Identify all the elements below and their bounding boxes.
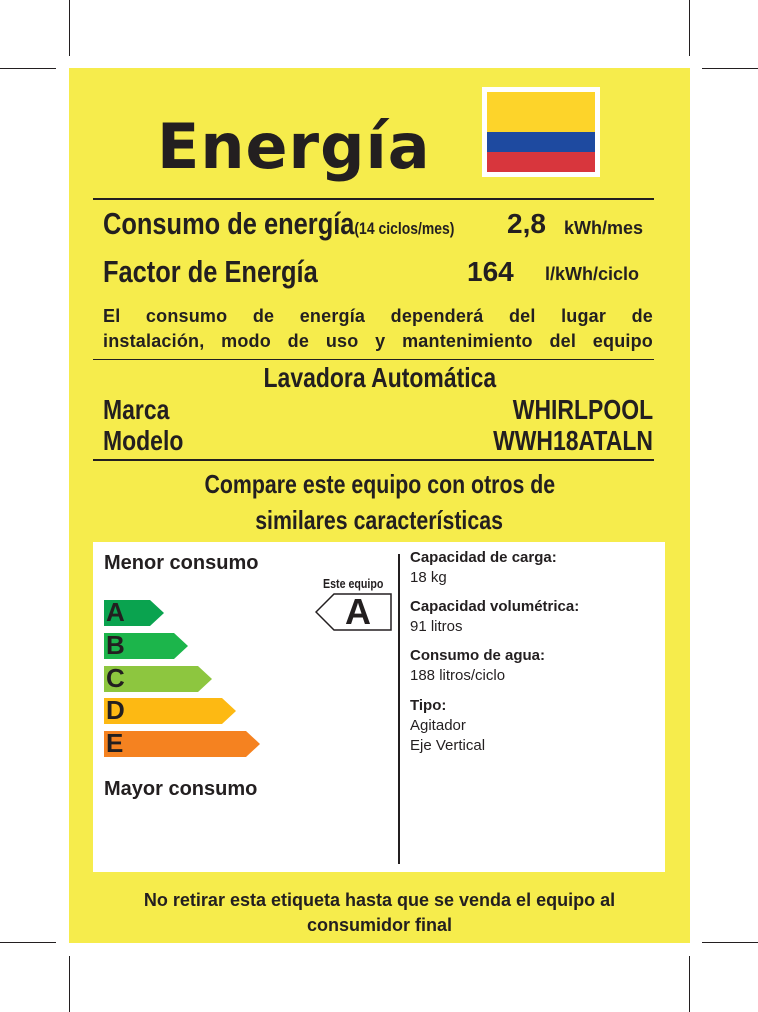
class-letter: C	[106, 663, 125, 693]
energy-factor-value: 164	[467, 256, 514, 287]
spec-heading: Capacidad de carga:	[410, 549, 557, 566]
brand-value: WHIRLPOOL	[512, 394, 653, 425]
spec-type	[410, 696, 660, 756]
energy-consumption-label: Consumo de energía	[103, 206, 355, 241]
class-bar-d	[104, 695, 236, 725]
product-type: Lavadora Automática	[263, 362, 496, 393]
rating-panel	[93, 542, 665, 872]
spec-heading: Tipo:	[410, 697, 447, 714]
crop-mark	[69, 0, 70, 56]
class-bar-e	[104, 728, 260, 758]
lowest-consumption-label: Menor consumo	[104, 552, 259, 574]
compare-line: similares características	[255, 505, 504, 535]
spec-heading: Capacidad volumétrica:	[410, 598, 580, 615]
energy-consumption-value: 2,8	[507, 208, 546, 239]
flag-stripe-yellow	[487, 92, 595, 132]
divider-line	[93, 459, 654, 461]
this-unit-class: A	[345, 591, 371, 632]
crop-mark	[689, 0, 690, 56]
label-title: Energía	[157, 110, 431, 183]
flag-stripe-blue	[487, 132, 595, 152]
this-unit-label: Este equipo	[323, 576, 384, 591]
model-value: WWH18ATALN	[493, 425, 653, 456]
footer-line: consumidor final	[306, 915, 452, 935]
crop-mark	[0, 942, 56, 943]
energy-label	[69, 68, 690, 943]
compare-text	[69, 466, 690, 538]
footer-notice	[69, 888, 690, 938]
flag-stripe-red	[487, 152, 595, 172]
class-bar-e-shape	[104, 731, 260, 757]
panel-divider	[398, 554, 400, 864]
spec-value: 18 kg	[410, 569, 447, 586]
spec-load-capacity	[410, 548, 660, 588]
crop-mark	[702, 942, 758, 943]
energy-factor-unit: l/kWh/ciclo	[545, 264, 640, 284]
consumption-notice	[103, 304, 653, 354]
class-letter: E	[106, 728, 124, 758]
highest-consumption-label: Mayor consumo	[104, 778, 258, 800]
spec-value: Agitador	[410, 717, 466, 734]
energy-factor-label: Factor de Energía	[103, 254, 318, 289]
divider-line	[93, 198, 654, 200]
spec-volumetric-capacity	[410, 597, 660, 637]
spec-value: 91 litros	[410, 618, 463, 635]
class-bar-b	[104, 630, 188, 660]
notice-line: El consumo de energía dependerá del lugar de	[103, 306, 653, 326]
class-letter: A	[106, 597, 125, 627]
spec-value: 188 litros/ciclo	[410, 667, 506, 684]
spec-heading: Consumo de agua:	[410, 647, 546, 664]
crop-mark	[69, 956, 70, 1012]
class-letter: D	[106, 695, 125, 725]
footer-line: No retirar esta etiqueta hasta que se venda el equipo al	[143, 890, 616, 910]
crop-mark	[0, 68, 56, 69]
crop-mark	[702, 68, 758, 69]
model-label: Modelo	[103, 425, 184, 456]
compare-line: Compare este equipo con otros de	[204, 469, 555, 499]
colombia-flag-icon	[482, 87, 600, 177]
crop-mark	[689, 956, 690, 1012]
divider-line	[93, 359, 654, 360]
spec-water-consumption	[410, 646, 660, 686]
spec-value: Eje Vertical	[410, 737, 486, 754]
class-letter: B	[106, 630, 125, 660]
cycles-note: (14 ciclos/mes)	[354, 219, 455, 238]
class-bar-c	[104, 663, 212, 693]
notice-line: instalación, modo de uso y mantenimiento del equipo	[103, 331, 653, 351]
brand-label: Marca	[103, 394, 170, 425]
energy-consumption-unit: kWh/mes	[564, 218, 644, 238]
class-bar-a	[104, 597, 164, 627]
